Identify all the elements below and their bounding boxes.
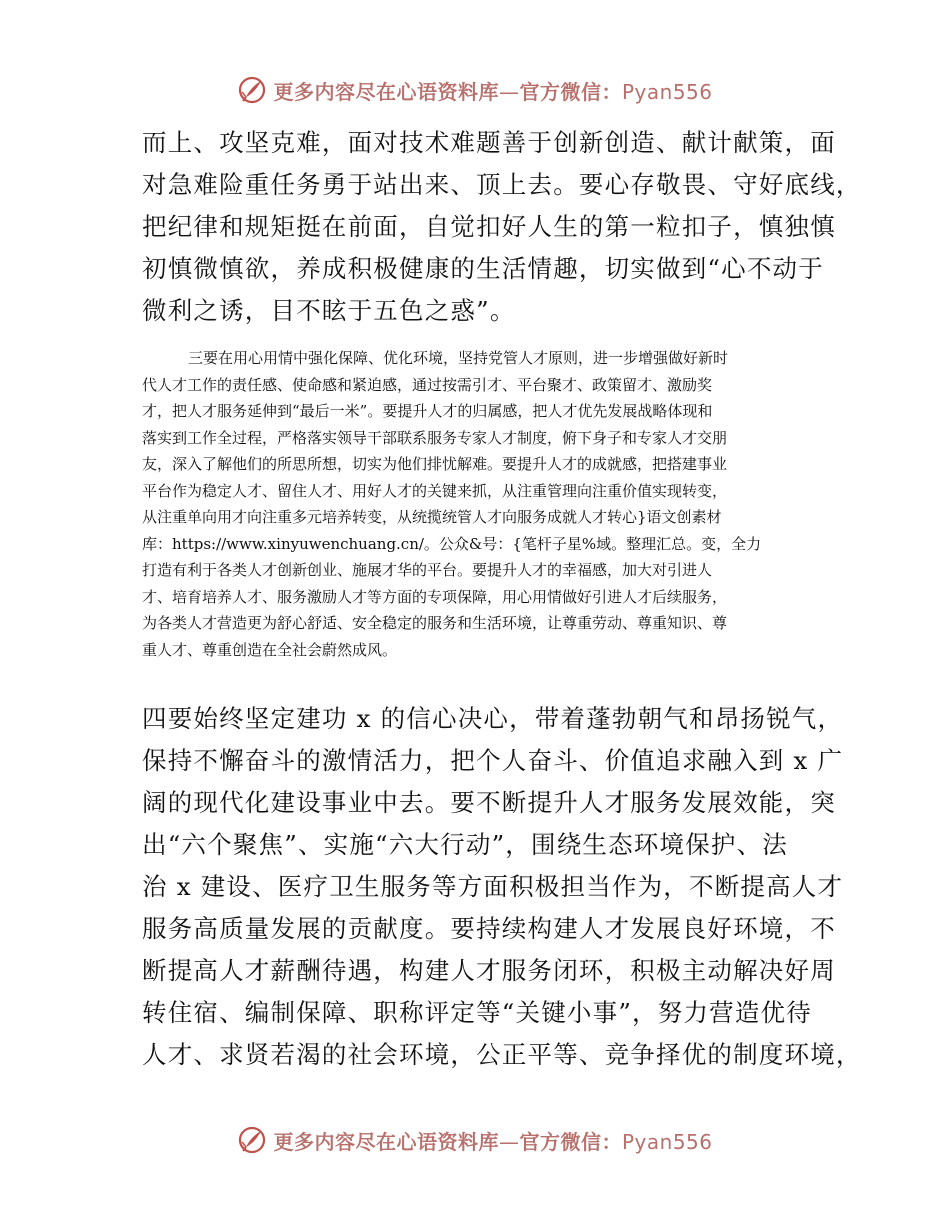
paragraph-2-line: 从注重单向用才向注重多元培养转变，从统揽统管人才向服务成就人才转心}语文创素材 (142, 508, 722, 526)
paragraph-2-line: 平台作为稳定人才、留住人才、用好人才的关键来抓，从注重管理向注重价值实现转变， (142, 481, 728, 500)
banner-wechat-label: 官方微信： (519, 79, 622, 104)
paragraph-1 (142, 122, 862, 332)
banner-text (273, 76, 712, 105)
banner-main-text: 更多内容尽在心语资料库 (273, 79, 499, 104)
banner-separator: — (498, 79, 520, 104)
paragraph-1-line: 而上、攻坚克难，面对技术难题善于创新创造、献计献策，面 (142, 128, 836, 157)
paragraph-2-line: 落实到工作全过程，严格落实领导干部联系服务专家人才制度，俯下身子和专家人才交朋 (142, 428, 728, 447)
paragraph-2-line: 代人才工作的责任感、使命感和紧迫感，通过按需引才、平台聚才、政策留才、激励奖 (142, 375, 713, 394)
paragraph-3-line: 转住宿、编制保障、职称评定等“关键小事”，努力营造优待 (142, 998, 812, 1027)
paragraph-2 (142, 345, 822, 663)
paragraph-1-line: 初慎微慎欲，养成积极健康的生活情趣，切实做到“心不动于 (142, 254, 824, 283)
footer-banner (0, 1120, 950, 1160)
banner-main-text: 更多内容尽在心语资料库 (273, 1129, 499, 1154)
paragraph-2-line: 才，把人才服务延伸到“最后一米”。要提升人才的归属感，把人才优先发展战略体现和 (142, 402, 713, 420)
paragraph-3-line: 出“六个聚焦”、实施“六大行动”，围绕生态环境保护、法 (142, 830, 788, 859)
banner-separator: — (498, 1129, 520, 1154)
banner-wechat-label: 官方微信： (519, 1129, 622, 1154)
quill-logo-icon (237, 1125, 267, 1155)
paragraph-2-line: 重人才、尊重创造在全社会蔚然成风。 (142, 640, 398, 659)
paragraph-3-line: 保持不懈奋斗的激情活力，把个人奋斗、价值追求融入到 x 广 (142, 746, 844, 775)
paragraph-3 (142, 698, 862, 1076)
paragraph-3-line: 阔的现代化建设事业中去。要不断提升人才服务发展效能，突 (142, 788, 836, 817)
paragraph-2-line: 为各类人才营造更为舒心舒适、安全稳定的服务和生活环境，让尊重劳动、尊重知识、尊 (142, 614, 728, 632)
banner-wechat-id: Pyan556 (621, 79, 713, 104)
paragraph-3-line: 四要始终坚定建功 x 的信心决心，带着蓬勃朝气和昂扬锐气， (142, 704, 844, 733)
banner-text (273, 1126, 712, 1155)
paragraph-2-line: 三要在用心用情中强化保障、优化环境，坚持党管人才原则，进一步增强做好新时 (188, 349, 729, 367)
paragraph-2-line: 打造有利于各类人才创新创业、施展才华的平台。要提升人才的幸福感，加大对引进人 (142, 561, 713, 579)
paragraph-1-line: 把纪律和规矩挺在前面，自觉扣好人生的第一粒扣子，慎独慎 (142, 212, 836, 241)
quill-logo-icon (237, 75, 267, 105)
banner-wechat-id: Pyan556 (621, 1129, 713, 1154)
paragraph-3-line: 断提高人才薪酬待遇，构建人才服务闭环，积极主动解决好周 (142, 956, 836, 985)
paragraph-3-line: 服务高质量发展的贡献度。要持续构建人才发展良好环境，不 (142, 914, 836, 943)
paragraph-2-line: 库：https://www.xinyuwenchuang.cn/。公众&号：{笔杆子星%域。整理汇总。变，全力 (142, 534, 762, 553)
paragraph-2-line: 才、培育培养人才、服务激励人才等方面的专项保障，用心用情做好引进人才后续服务， (142, 587, 728, 606)
paragraph-3-line: 治 x 建设、医疗卫生服务等方面积极担当作为，不断提高人才 (142, 872, 844, 901)
paragraph-1-line: 对急难险重任务勇于站出来、顶上去。要心存敬畏、守好底线， (142, 170, 862, 199)
paragraph-2-line: 友，深入了解他们的所思所想，切实为他们排忧解难。要提升人才的成就感，把搭建事业 (142, 455, 728, 473)
header-banner (0, 70, 950, 110)
paragraph-3-line: 人才、求贤若渴的社会环境，公正平等、竞争择优的制度环境， (142, 1040, 862, 1069)
paragraph-1-line: 微利之诱，目不眩于五色之惑”。 (142, 296, 516, 325)
